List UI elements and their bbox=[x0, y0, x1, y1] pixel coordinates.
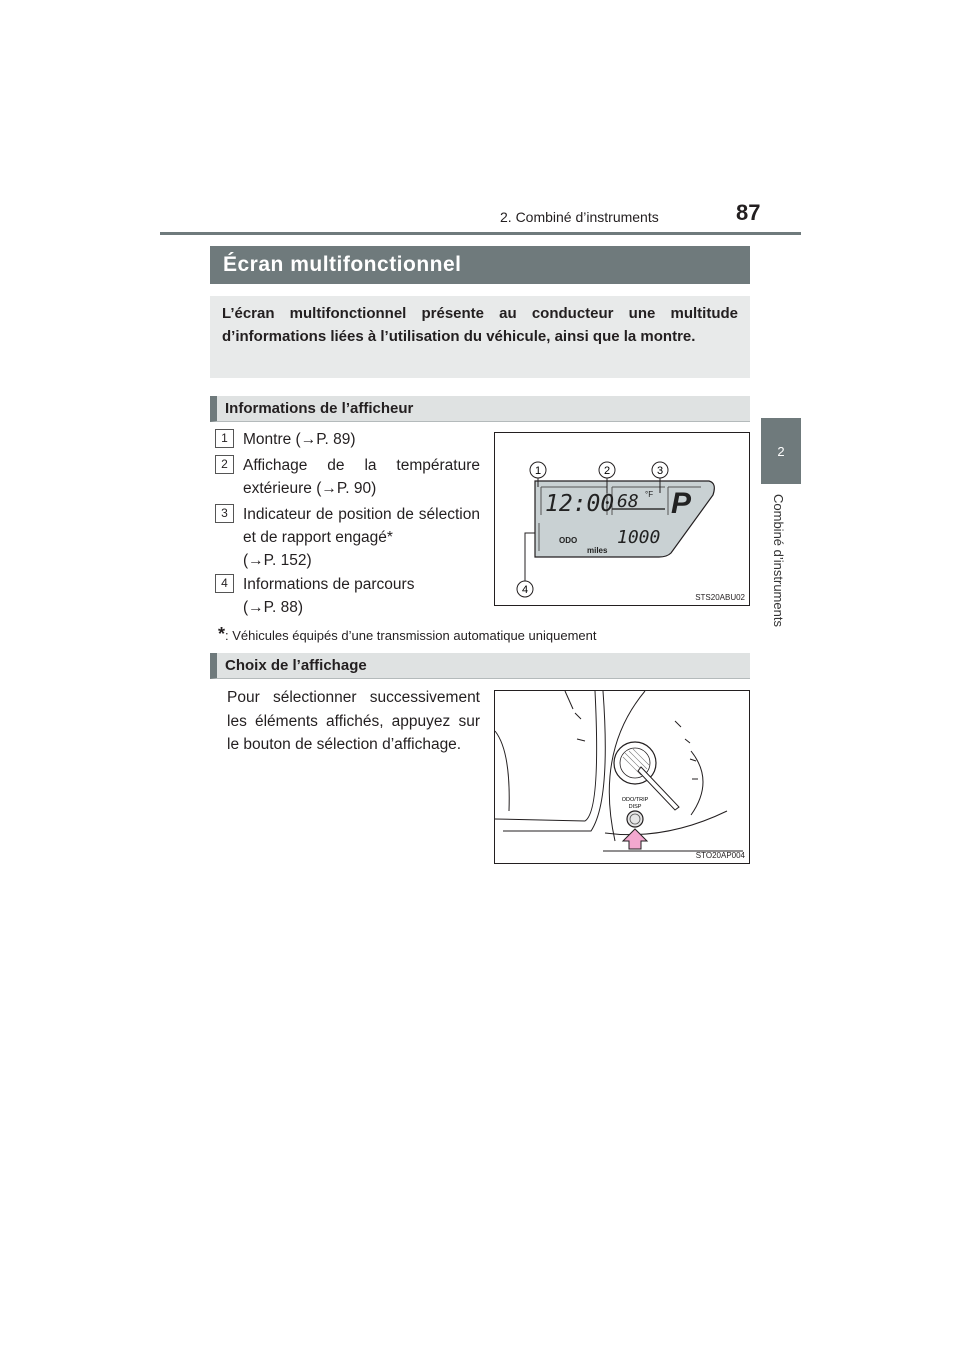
item-reference: (→P. 88) bbox=[243, 599, 304, 616]
item-number: 1 bbox=[215, 429, 234, 448]
section-heading-display-info: Informations de l’afficheur bbox=[210, 396, 750, 422]
page-title bbox=[210, 246, 750, 284]
clock-readout: 12:00 bbox=[545, 491, 615, 517]
odometer-readout: 1000 bbox=[617, 527, 661, 548]
cluster-illustration bbox=[495, 691, 749, 863]
press-arrow-icon bbox=[623, 829, 647, 849]
list-item bbox=[215, 503, 480, 572]
display-choice-text: Pour sélectionner successivement les éléments affichés, appuyez sur le bouton de sélection d’affichage. bbox=[227, 689, 480, 753]
callout-2: 2 bbox=[603, 465, 611, 477]
cluster-button-figure bbox=[494, 690, 750, 864]
callout-1: 1 bbox=[534, 465, 542, 477]
item-text: Montre (→P. 89) bbox=[243, 431, 356, 448]
item-text: Informations de parcours bbox=[243, 576, 415, 593]
temperature-unit: °F bbox=[645, 490, 654, 499]
odo-label: ODO bbox=[559, 536, 578, 545]
page-title-text: Écran multifonctionnel bbox=[223, 253, 462, 276]
intro-box bbox=[210, 296, 750, 378]
chapter-tab bbox=[761, 418, 801, 484]
list-item bbox=[215, 573, 480, 619]
lcd-display-illustration bbox=[495, 433, 749, 605]
item-number: 4 bbox=[215, 574, 234, 593]
list-item bbox=[215, 428, 480, 451]
figure-code: STO20AP004 bbox=[695, 851, 745, 860]
page-number: 87 bbox=[736, 200, 761, 225]
chapter-tab-label: Combiné d’instruments bbox=[771, 494, 786, 627]
list-item bbox=[215, 454, 480, 500]
item-number: 3 bbox=[215, 504, 234, 523]
temperature-readout: 68 bbox=[617, 491, 639, 512]
item-number: 2 bbox=[215, 455, 234, 474]
button-label-odo-trip: ODO/TRIP bbox=[621, 797, 649, 803]
running-header-section: 2. Combiné d’instruments bbox=[500, 209, 659, 225]
intro-text: L’écran multifonctionnel présente au conducteur une multitude d’informations liées à l’utilisation du véhicule, ainsi que la montre. bbox=[222, 305, 738, 345]
header-rule bbox=[160, 232, 801, 235]
odo-unit: miles bbox=[587, 546, 608, 555]
footnote bbox=[218, 624, 596, 645]
figure-code: STS20ABU02 bbox=[695, 593, 745, 602]
gear-indicator: P bbox=[671, 487, 692, 520]
button-label-disp: DISP bbox=[628, 804, 642, 810]
callout-4: 4 bbox=[521, 584, 529, 596]
footnote-mark: * bbox=[218, 624, 226, 644]
multi-display-figure bbox=[494, 432, 750, 606]
callout-3: 3 bbox=[656, 465, 664, 477]
footnote-text: : Véhicules équipés d’une transmission automatique uniquement bbox=[225, 628, 597, 643]
item-text: Affichage de la température extérieure (→P. 90) bbox=[243, 457, 480, 497]
item-text: Indicateur de position de sélection et de rapport engagé* bbox=[243, 506, 480, 546]
item-reference: (→P. 152) bbox=[243, 552, 312, 569]
section-heading-display-choice: Choix de l’affichage bbox=[210, 653, 750, 679]
chapter-number: 2 bbox=[777, 443, 785, 459]
